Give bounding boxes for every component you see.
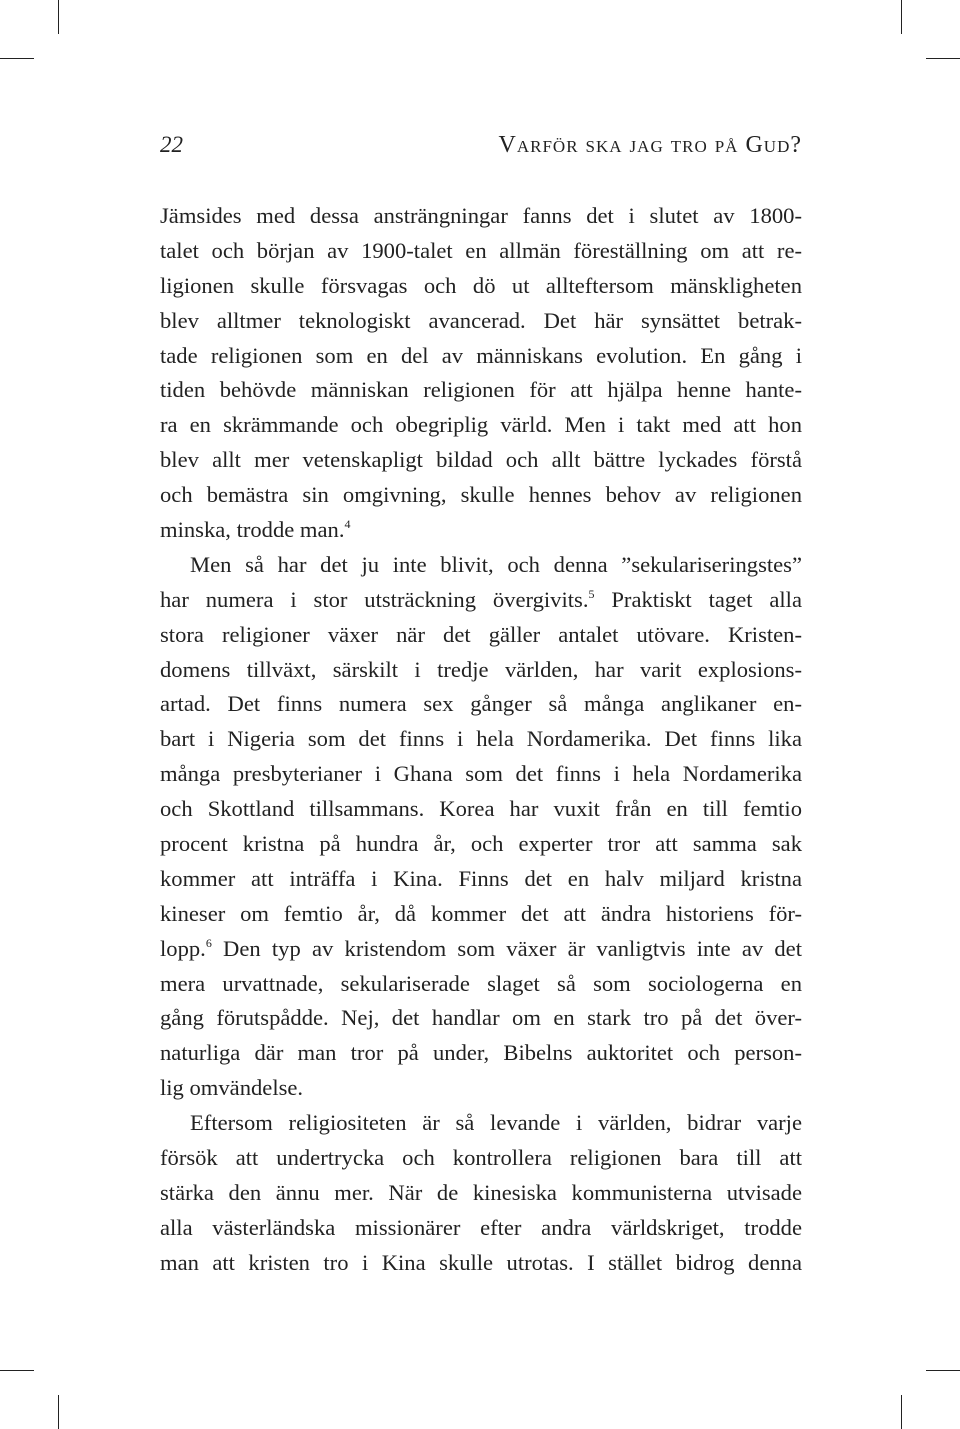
text-line: artad. Det finns numera sex gånger så många anglikaner en- — [160, 691, 802, 717]
text-line: och Skottland tillsammans. Korea har vuxit från en till femtio — [160, 796, 802, 822]
page-header — [160, 128, 802, 168]
crop-mark-top-right — [901, 0, 902, 34]
running-title: Varför ska jag tro på Gud? — [498, 132, 802, 158]
text-span: lopp. — [160, 935, 206, 961]
text-span: minska, trodde man. — [160, 517, 345, 543]
footnote-marker: 5 — [588, 586, 595, 601]
text-span: Praktiskt taget alla — [594, 586, 802, 612]
text-line: kineser om femtio år, då kommer det att ändra historiens för- — [160, 900, 802, 926]
crop-mark-top-left-h — [0, 58, 34, 59]
text-line: domens tillväxt, särskilt i tredje världen, har varit explosions- — [160, 656, 802, 682]
crop-mark-bottom-right — [901, 1395, 902, 1429]
text-line: kommer att inträffa i Kina. Finns det en halv miljard kristna — [160, 865, 802, 891]
text-line: många presbyterianer i Ghana som det finns i hela Nordamerika — [160, 761, 802, 787]
text-line: naturliga där man tror på under, Bibelns auktoritet och person- — [160, 1040, 802, 1066]
text-line: tade religionen som en del av människans evolution. En gång i — [160, 342, 802, 368]
crop-mark-top-left — [58, 0, 59, 34]
crop-mark-top-right-h — [926, 58, 960, 59]
text-line: bart i Nigeria som det finns i hela Nordamerika. Det finns lika — [160, 726, 802, 752]
text-line: ra en skrämmande och obegriplig värld. Men i takt med att hon — [160, 412, 802, 438]
text-span: har numera i stor utsträckning övergivits. — [160, 586, 589, 612]
paragraph-3 — [160, 1106, 802, 1280]
text-line: blev allt mer vetenskapligt bildad och allt bättre lyckades förstå — [160, 447, 802, 473]
crop-mark-bottom-left-h — [0, 1370, 34, 1371]
crop-mark-bottom-right-h — [926, 1370, 960, 1371]
text-line: stärka den ännu mer. När de kinesiska kommunisterna utvisade — [160, 1179, 802, 1205]
paragraph-2 — [160, 548, 802, 1106]
footnote-marker: 4 — [344, 517, 351, 532]
text-line: tiden behövde människan religionen för att hjälpa henne hante- — [160, 377, 802, 403]
footnote-marker: 6 — [205, 935, 212, 950]
paragraph-1 — [160, 199, 802, 548]
text-line: man att kristen tro i Kina skulle utrotas. I stället bidrog denna — [160, 1249, 802, 1275]
text-line: och bemästra sin omgivning, skulle hennes behov av religionen — [160, 482, 802, 508]
text-line: försök att undertrycka och kontrollera religionen bara till att — [160, 1145, 802, 1171]
crop-mark-bottom-left — [58, 1395, 59, 1429]
text-line: mera urvattnade, sekulariserade slaget så som sociologerna en — [160, 970, 802, 996]
text-line-first: Men så har det ju inte blivit, och denna ”sekulariseringstes” — [190, 551, 802, 577]
text-line: Jämsides med dessa ansträngningar fanns det i slutet av 1800- — [160, 203, 802, 228]
body-text — [160, 199, 802, 1281]
text-line — [160, 932, 802, 967]
text-line: alla västerländska missionärer efter andra världskriget, trodde — [160, 1214, 802, 1240]
text-line-first: Eftersom religiositeten är så levande i världen, bidrar varje — [190, 1110, 802, 1136]
text-line-last: lig omvändelse. — [160, 1075, 304, 1101]
text-line-last — [160, 513, 802, 548]
text-line: gång förutspådde. Nej, det handlar om en stark tro på det över- — [160, 1005, 802, 1031]
text-line: blev alltmer teknologiskt avancerad. Det här synsättet betrak- — [160, 307, 802, 333]
text-line: ligionen skulle försvagas och dö ut allteftersom mänskligheten — [160, 272, 802, 298]
page-number: 22 — [160, 132, 183, 157]
text-line: procent kristna på hundra år, och experter tror att samma sak — [160, 831, 802, 857]
text-line: stora religioner växer när det gäller antalet utövare. Kristen- — [160, 621, 802, 647]
text-line: talet och början av 1900-talet en allmän föreställning om att re- — [160, 237, 802, 263]
text-span: Den typ av kristendom som växer är vanligtvis inte av det — [211, 935, 802, 961]
text-line — [160, 583, 802, 618]
